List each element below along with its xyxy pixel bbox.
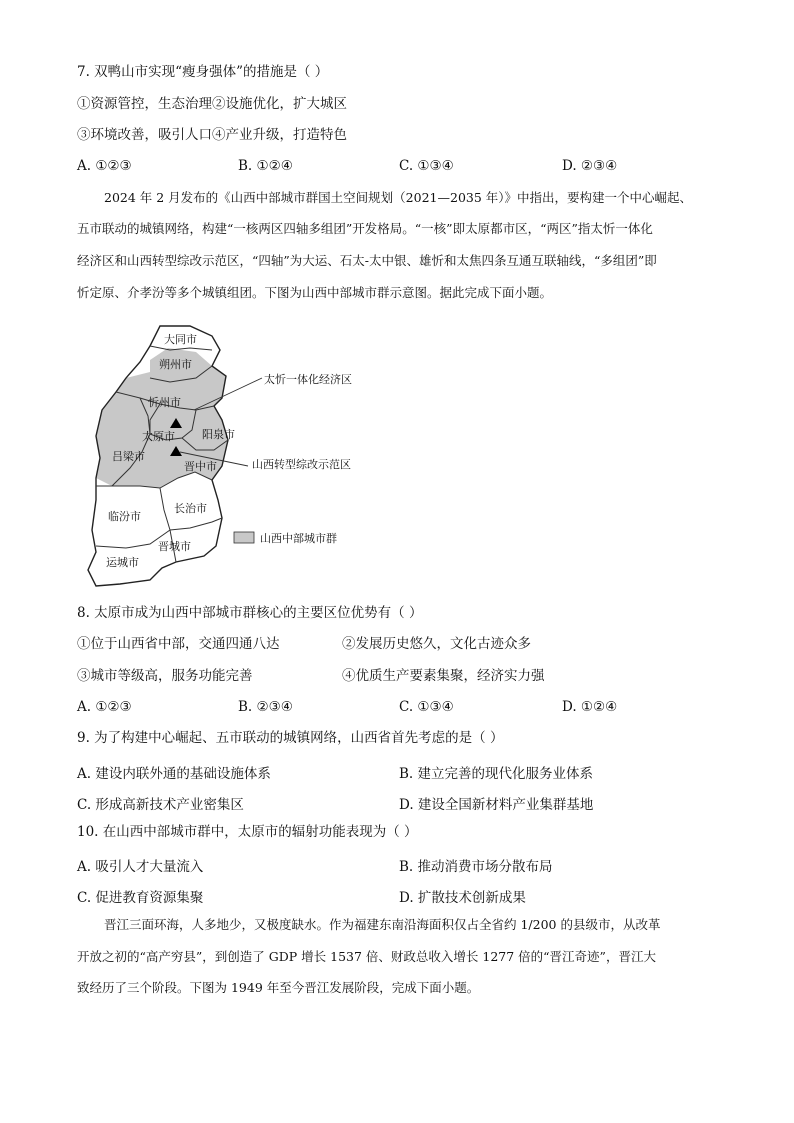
q7-option-a: A. ①②③ — [77, 158, 132, 174]
map-label-datong: 大同市 — [164, 333, 197, 346]
annotation-transformation-zone: 山西转型综改示范区 — [252, 458, 351, 471]
q7-option-c: C. ①③④ — [399, 158, 454, 174]
map-label-xinzhou: 忻州市 — [148, 396, 181, 409]
q10-option-b: B. 推动消费市场分散布局 — [399, 859, 553, 875]
q8-option-d: D. ①②④ — [562, 699, 618, 715]
passage2-line-1: 晋江三面环海，人多地少，又极度缺水。作为福建东南沿海面积仅占全省约 1/200 的县级市，从改革 — [104, 917, 661, 932]
passage2-line-3: 致经历了三个阶段。下图为 1949 年至今晋江发展阶段，完成下面小题。 — [77, 980, 480, 995]
q10-stem: 10. 在山西中部城市群中，太原市的辐射功能表现为（ ） — [77, 824, 418, 840]
map-label-yangquan: 阳泉市 — [202, 428, 235, 441]
map-label-jinzhong: 晋中市 — [184, 460, 217, 473]
map-label-yuncheng: 运城市 — [106, 556, 139, 569]
map-label-lvliang: 吕梁市 — [112, 450, 145, 463]
q9-stem: 9. 为了构建中心崛起、五市联动的城镇网络，山西省首先考虑的是（ ） — [77, 730, 504, 746]
map-label-jincheng: 晋城市 — [158, 540, 191, 553]
annotation-taixin-zone: 太忻一体化经济区 — [264, 373, 352, 386]
passage1-line-3: 经济区和山西转型综改示范区，“四轴”为大运、石太-太中银、雄忻和太焦四条互通互联轴线，“多组团”即 — [77, 253, 657, 268]
map-label-shuozhou: 朔州市 — [159, 358, 192, 371]
q8-item-1: ①位于山西省中部，交通四通八达 — [77, 636, 280, 652]
passage2-line-2: 开放之初的“高产穷县”，到创造了 GDP 增长 1537 倍、财政总收入增长 1277 倍的“晋江奇迹”，晋江大 — [77, 949, 656, 964]
q7-option-b: B. ①②④ — [238, 158, 293, 174]
map-label-linfen: 临汾市 — [108, 510, 141, 523]
q9-option-c: C. 形成高新技术产业密集区 — [77, 797, 244, 813]
shanxi-central-city-cluster-map — [80, 318, 380, 593]
passage1-line-4: 忻定原、介孝汾等多个城镇组团。下图为山西中部城市群示意图。据此完成下面小题。 — [77, 285, 553, 300]
map-label-taiyuan: 太原市 — [142, 430, 175, 443]
q10-option-d: D. 扩散技术创新成果 — [399, 890, 526, 906]
passage1-line-1: 2024 年 2 月发布的《山西中部城市群国土空间规划（2021—2035 年）》中指出，要构建一个中心崛起、 — [104, 190, 693, 205]
q7-option-d: D. ②③④ — [562, 158, 618, 174]
q9-option-b: B. 建立完善的现代化服务业体系 — [399, 766, 594, 782]
q9-option-a: A. 建设内联外通的基础设施体系 — [77, 766, 271, 782]
q8-option-a: A. ①②③ — [77, 699, 132, 715]
legend-label: 山西中部城市群 — [260, 532, 337, 545]
q7-item-line-1: ①资源管控，生态治理②设施优化，扩大城区 — [77, 96, 347, 112]
q7-stem: 7. 双鸭山市实现“瘦身强体”的措施是（ ） — [77, 64, 329, 80]
q8-option-c: C. ①③④ — [399, 699, 454, 715]
q8-option-b: B. ②③④ — [238, 699, 293, 715]
legend-swatch — [234, 532, 254, 543]
q9-option-d: D. 建设全国新材料产业集群基地 — [399, 797, 594, 813]
passage1-line-2: 五市联动的城镇网络，构建“一核两区四轴多组团”开发格局。“一核”即太原都市区，“两区”指太忻一体化 — [77, 221, 653, 236]
map-label-changzhi: 长治市 — [174, 502, 207, 515]
q10-option-a: A. 吸引人才大量流入 — [77, 859, 204, 875]
q8-item-3: ③城市等级高，服务功能完善 — [77, 668, 253, 684]
q8-item-4: ④优质生产要素集聚，经济实力强 — [342, 668, 545, 684]
q7-item-line-2: ③环境改善，吸引人口④产业升级，打造特色 — [77, 127, 347, 143]
q10-option-c: C. 促进教育资源集聚 — [77, 890, 204, 906]
q8-stem: 8. 太原市成为山西中部城市群核心的主要区位优势有（ ） — [77, 605, 423, 621]
q8-item-2: ②发展历史悠久，文化古迹众多 — [342, 636, 531, 652]
